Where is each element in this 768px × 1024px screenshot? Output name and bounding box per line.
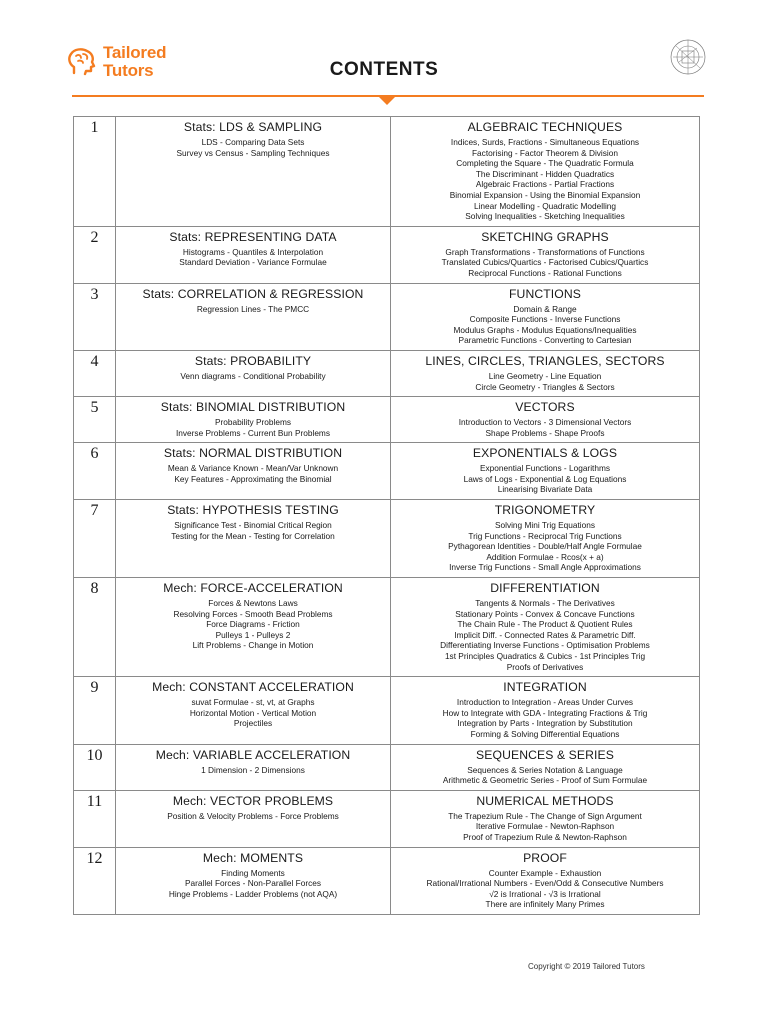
- topic-title: Stats: HYPOTHESIS TESTING: [167, 503, 339, 518]
- topic-title: FUNCTIONS: [509, 286, 581, 301]
- topic-title: NUMERICAL METHODS: [476, 793, 614, 808]
- subtopic-line: Projectiles: [233, 718, 273, 729]
- subtopic-line: Hinge Problems - Ladder Problems (not AQA): [168, 888, 338, 899]
- topic-title: VECTORS: [515, 400, 575, 415]
- chapter-number: 10: [74, 744, 116, 790]
- copyright-text: Copyright © 2019 Tailored Tutors: [528, 962, 645, 971]
- subtopic-line: Solving Mini Trig Equations: [494, 520, 596, 531]
- stats-mech-topic-cell: [116, 226, 391, 283]
- subtopic-line: There are infinitely Many Primes: [485, 899, 605, 910]
- subtopic-line: Regression Lines - The PMCC: [196, 303, 310, 314]
- subtopic-line: Trig Functions - Reciprocal Trig Functions: [468, 530, 622, 541]
- table-row: [74, 744, 700, 790]
- chapter-number: 6: [74, 443, 116, 500]
- subtopic-line: Graph Transformations - Transformations of Functions: [445, 246, 645, 257]
- chapter-number: 11: [74, 790, 116, 847]
- topic-title: TRIGONOMETRY: [494, 503, 596, 518]
- pure-topic-cell: [391, 847, 700, 914]
- pure-topic-cell: [391, 117, 700, 227]
- subtopic-line: Implicit Diff. - Connected Rates & Parametric Diff.: [454, 629, 636, 640]
- stats-mech-topic-cell: [116, 500, 391, 578]
- chapter-number: 3: [74, 283, 116, 350]
- topic-title: Stats: LDS & SAMPLING: [183, 120, 323, 134]
- subtopic-line: Key Features - Approximating the Binomial: [174, 473, 332, 484]
- subtopic-line: Domain & Range: [513, 303, 577, 314]
- subtopic-line: Reciprocal Functions - Rational Functions: [468, 267, 622, 278]
- subtopic-line: Translated Cubics/Quartics - Factorised Cubics/Quartics: [441, 257, 649, 268]
- table-row: [74, 578, 700, 677]
- stats-mech-topic-cell: [116, 744, 391, 790]
- geometric-seal-icon: [669, 38, 707, 76]
- chapter-number: 12: [74, 847, 116, 914]
- topic-title: Mech: CONSTANT ACCELERATION: [152, 680, 354, 695]
- subtopic-line: Completing the Square - The Quadratic Formula: [456, 158, 634, 169]
- table-row: [74, 847, 700, 914]
- stats-mech-topic-cell: [116, 443, 391, 500]
- subtopic-line: Line Geometry - Line Equation: [488, 370, 602, 381]
- subtopic-line: √2 is Irrational - √3 is Irrational: [489, 888, 601, 899]
- subtopic-line: 1st Principles Quadratics & Cubics - 1st Principles Trig: [444, 651, 646, 661]
- subtopic-line: Inverse Problems - Current Bun Problems: [175, 427, 330, 438]
- pure-topic-cell: [391, 443, 700, 500]
- table-row: [74, 397, 700, 443]
- subtopic-line: Testing for the Mean - Testing for Correlation: [171, 530, 335, 541]
- topic-title: SKETCHING GRAPHS: [481, 229, 609, 244]
- topic-title: Stats: PROBABILITY: [194, 353, 312, 368]
- subtopic-line: Solving Inequalities - Sketching Inequalities: [465, 211, 625, 222]
- subtopic-line: Parametric Functions - Converting to Cartesian: [458, 335, 632, 346]
- stats-mech-topic-cell: [116, 790, 391, 847]
- subtopic-line: Mean & Variance Known - Mean/Var Unknown: [167, 463, 339, 474]
- table-row: [74, 500, 700, 578]
- subtopic-line: Position & Velocity Problems - Force Problems: [167, 810, 339, 821]
- subtopic-line: Addition Formulae - Rcos(x + a): [486, 551, 604, 562]
- topic-title: Mech: VARIABLE ACCELERATION: [155, 747, 351, 762]
- subtopic-line: Resolving Forces - Smooth Bead Problems: [173, 608, 333, 619]
- subtopic-line: Force Diagrams - Friction: [206, 619, 300, 630]
- subtopic-line: Stationary Points - Convex & Concave Functions: [455, 608, 635, 619]
- pure-topic-cell: [391, 397, 700, 443]
- topic-title: Mech: FORCE-ACCELERATION: [163, 581, 343, 596]
- topic-title: Mech: MOMENTS: [202, 850, 304, 865]
- topic-title: Stats: BINOMIAL DISTRIBUTION: [160, 400, 346, 415]
- topic-title: INTEGRATION: [503, 680, 587, 695]
- chapter-number: 7: [74, 500, 116, 578]
- subtopic-line: Forming & Solving Differential Equations: [470, 728, 620, 739]
- subtopic-line: Pythagorean Identities - Double/Half Angle Formulae: [448, 541, 642, 552]
- stats-mech-topic-cell: [116, 847, 391, 914]
- chapter-number: 8: [74, 578, 116, 677]
- subtopic-line: Linearising Bivariate Data: [497, 484, 593, 495]
- chapter-number: 4: [74, 350, 116, 396]
- subtopic-line: Iterative Formulae - Newton-Raphson: [475, 821, 615, 832]
- topic-title: PROOF: [523, 850, 567, 865]
- topic-title: DIFFERENTIATION: [490, 581, 600, 596]
- table-row: [74, 443, 700, 500]
- stats-mech-topic-cell: [116, 283, 391, 350]
- subtopic-line: Finding Moments: [221, 867, 285, 878]
- subtopic-line: The Discriminant - Hidden Quadratics: [475, 168, 615, 179]
- subtopic-line: Circle Geometry - Triangles & Sectors: [475, 381, 615, 392]
- subtopic-line: Shape Problems - Shape Proofs: [485, 427, 605, 438]
- subtopic-line: Algebraic Fractions - Partial Fractions: [475, 179, 615, 190]
- page-title: CONTENTS: [329, 59, 439, 80]
- subtopic-line: Exponential Functions - Logarithms: [479, 463, 611, 474]
- subtopic-line: Inverse Trig Functions - Small Angle Approximations: [449, 562, 641, 573]
- subtopic-line: Rational/Irrational Numbers - Even/Odd & Consecutive Numbers: [426, 878, 664, 889]
- subtopic-line: Differentiating Inverse Functions - Optimisation Problems: [440, 640, 650, 651]
- subtopic-line: Sequences & Series Notation & Language: [467, 764, 623, 775]
- subtopic-line: Laws of Logs - Exponential & Log Equations: [463, 473, 627, 484]
- logo-text-line1: Tailored: [103, 43, 167, 62]
- subtopic-line: Forces & Newtons Laws: [208, 598, 298, 609]
- subtopic-line: The Trapezium Rule - The Change of Sign Argument: [448, 810, 642, 821]
- table-row: [74, 283, 700, 350]
- subtopic-line: Pulleys 1 - Pulleys 2: [215, 629, 291, 640]
- chapter-number: 9: [74, 677, 116, 744]
- pure-topic-cell: [391, 790, 700, 847]
- subtopic-line: Survey vs Census - Sampling Techniques: [176, 147, 330, 158]
- subtopic-line: How to Integrate with GDA - Integrating Fractions & Trig: [442, 707, 648, 718]
- subtopic-line: Factorising - Factor Theorem & Division: [471, 147, 618, 158]
- subtopic-line: Linear Modelling - Quadratic Modelling: [473, 200, 617, 211]
- pure-topic-cell: [391, 226, 700, 283]
- chapter-number: 2: [74, 226, 116, 283]
- stats-mech-topic-cell: [116, 578, 391, 677]
- subtopic-line: Arithmetic & Geometric Series - Proof of Sum Formulae: [442, 775, 648, 786]
- contents-table: [73, 116, 700, 915]
- subtopic-line: The Chain Rule - The Product & Quotient Rules: [457, 619, 633, 630]
- chapter-number: 5: [74, 397, 116, 443]
- subtopic-line: 1 Dimension - 2 Dimensions: [201, 764, 305, 775]
- subtopic-line: Binomial Expansion - Using the Binomial Expansion: [449, 189, 641, 200]
- pure-topic-cell: [391, 677, 700, 744]
- chapter-number: 1: [74, 117, 116, 227]
- pure-topic-cell: [391, 350, 700, 396]
- subtopic-line: Proofs of Derivatives: [506, 661, 584, 672]
- subtopic-line: Composite Functions - Inverse Functions: [469, 314, 621, 325]
- stats-mech-topic-cell: [116, 397, 391, 443]
- subtopic-line: Venn diagrams - Conditional Probability: [180, 370, 326, 381]
- subtopic-line: Introduction to Integration - Areas Under Curves: [456, 697, 634, 708]
- logo-text-line2: Tutors: [103, 61, 154, 80]
- stats-mech-topic-cell: [116, 350, 391, 396]
- subtopic-line: Indices, Surds, Fractions - Simultaneous Equations: [450, 137, 640, 147]
- subtopic-line: Parallel Forces - Non-Parallel Forces: [184, 878, 322, 889]
- subtopic-line: Modulus Graphs - Modulus Equations/Inequalities: [453, 324, 637, 335]
- topic-title: LINES, CIRCLES, TRIANGLES, SECTORS: [425, 353, 665, 368]
- subtopic-line: Tangents & Normals - The Derivatives: [475, 598, 615, 609]
- pure-topic-cell: [391, 283, 700, 350]
- subtopic-line: Proof of Trapezium Rule & Newton-Raphson: [463, 831, 627, 842]
- table-row: [74, 350, 700, 396]
- topic-title: Stats: REPRESENTING DATA: [169, 229, 337, 244]
- topic-title: Mech: VECTOR PROBLEMS: [172, 793, 334, 808]
- subtopic-line: suvat Formulae - st, vt, at Graphs: [191, 697, 315, 708]
- stats-mech-topic-cell: [116, 677, 391, 744]
- table-row: [74, 677, 700, 744]
- subtopic-line: Horizontal Motion - Vertical Motion: [189, 707, 317, 718]
- topic-title: Stats: CORRELATION & REGRESSION: [142, 286, 364, 301]
- pure-topic-cell: [391, 744, 700, 790]
- topic-title: Stats: NORMAL DISTRIBUTION: [163, 446, 343, 461]
- subtopic-line: Lift Problems - Change in Motion: [192, 640, 314, 651]
- pure-topic-cell: [391, 500, 700, 578]
- table-row: [74, 226, 700, 283]
- subtopic-line: Integration by Parts - Integration by Substitution: [457, 718, 633, 729]
- subtopic-line: Significance Test - Binomial Critical Region: [174, 520, 332, 531]
- table-row: [74, 790, 700, 847]
- subtopic-line: LDS - Comparing Data Sets: [201, 137, 305, 147]
- subtopic-line: Histograms - Quantiles & Interpolation: [182, 246, 324, 257]
- table-row: [74, 117, 700, 227]
- subtopic-line: Introduction to Vectors - 3 Dimensional Vectors: [458, 417, 632, 428]
- subtopic-line: Probability Problems: [214, 417, 292, 428]
- divider-pointer: [378, 96, 396, 105]
- subtopic-line: Counter Example - Exhaustion: [488, 867, 602, 878]
- topic-title: SEQUENCES & SERIES: [476, 747, 614, 762]
- pure-topic-cell: [391, 578, 700, 677]
- topic-title: ALGEBRAIC TECHNIQUES: [467, 120, 623, 134]
- topic-title: EXPONENTIALS & LOGS: [472, 446, 618, 461]
- stats-mech-topic-cell: [116, 117, 391, 227]
- subtopic-line: Standard Deviation - Variance Formulae: [179, 257, 327, 268]
